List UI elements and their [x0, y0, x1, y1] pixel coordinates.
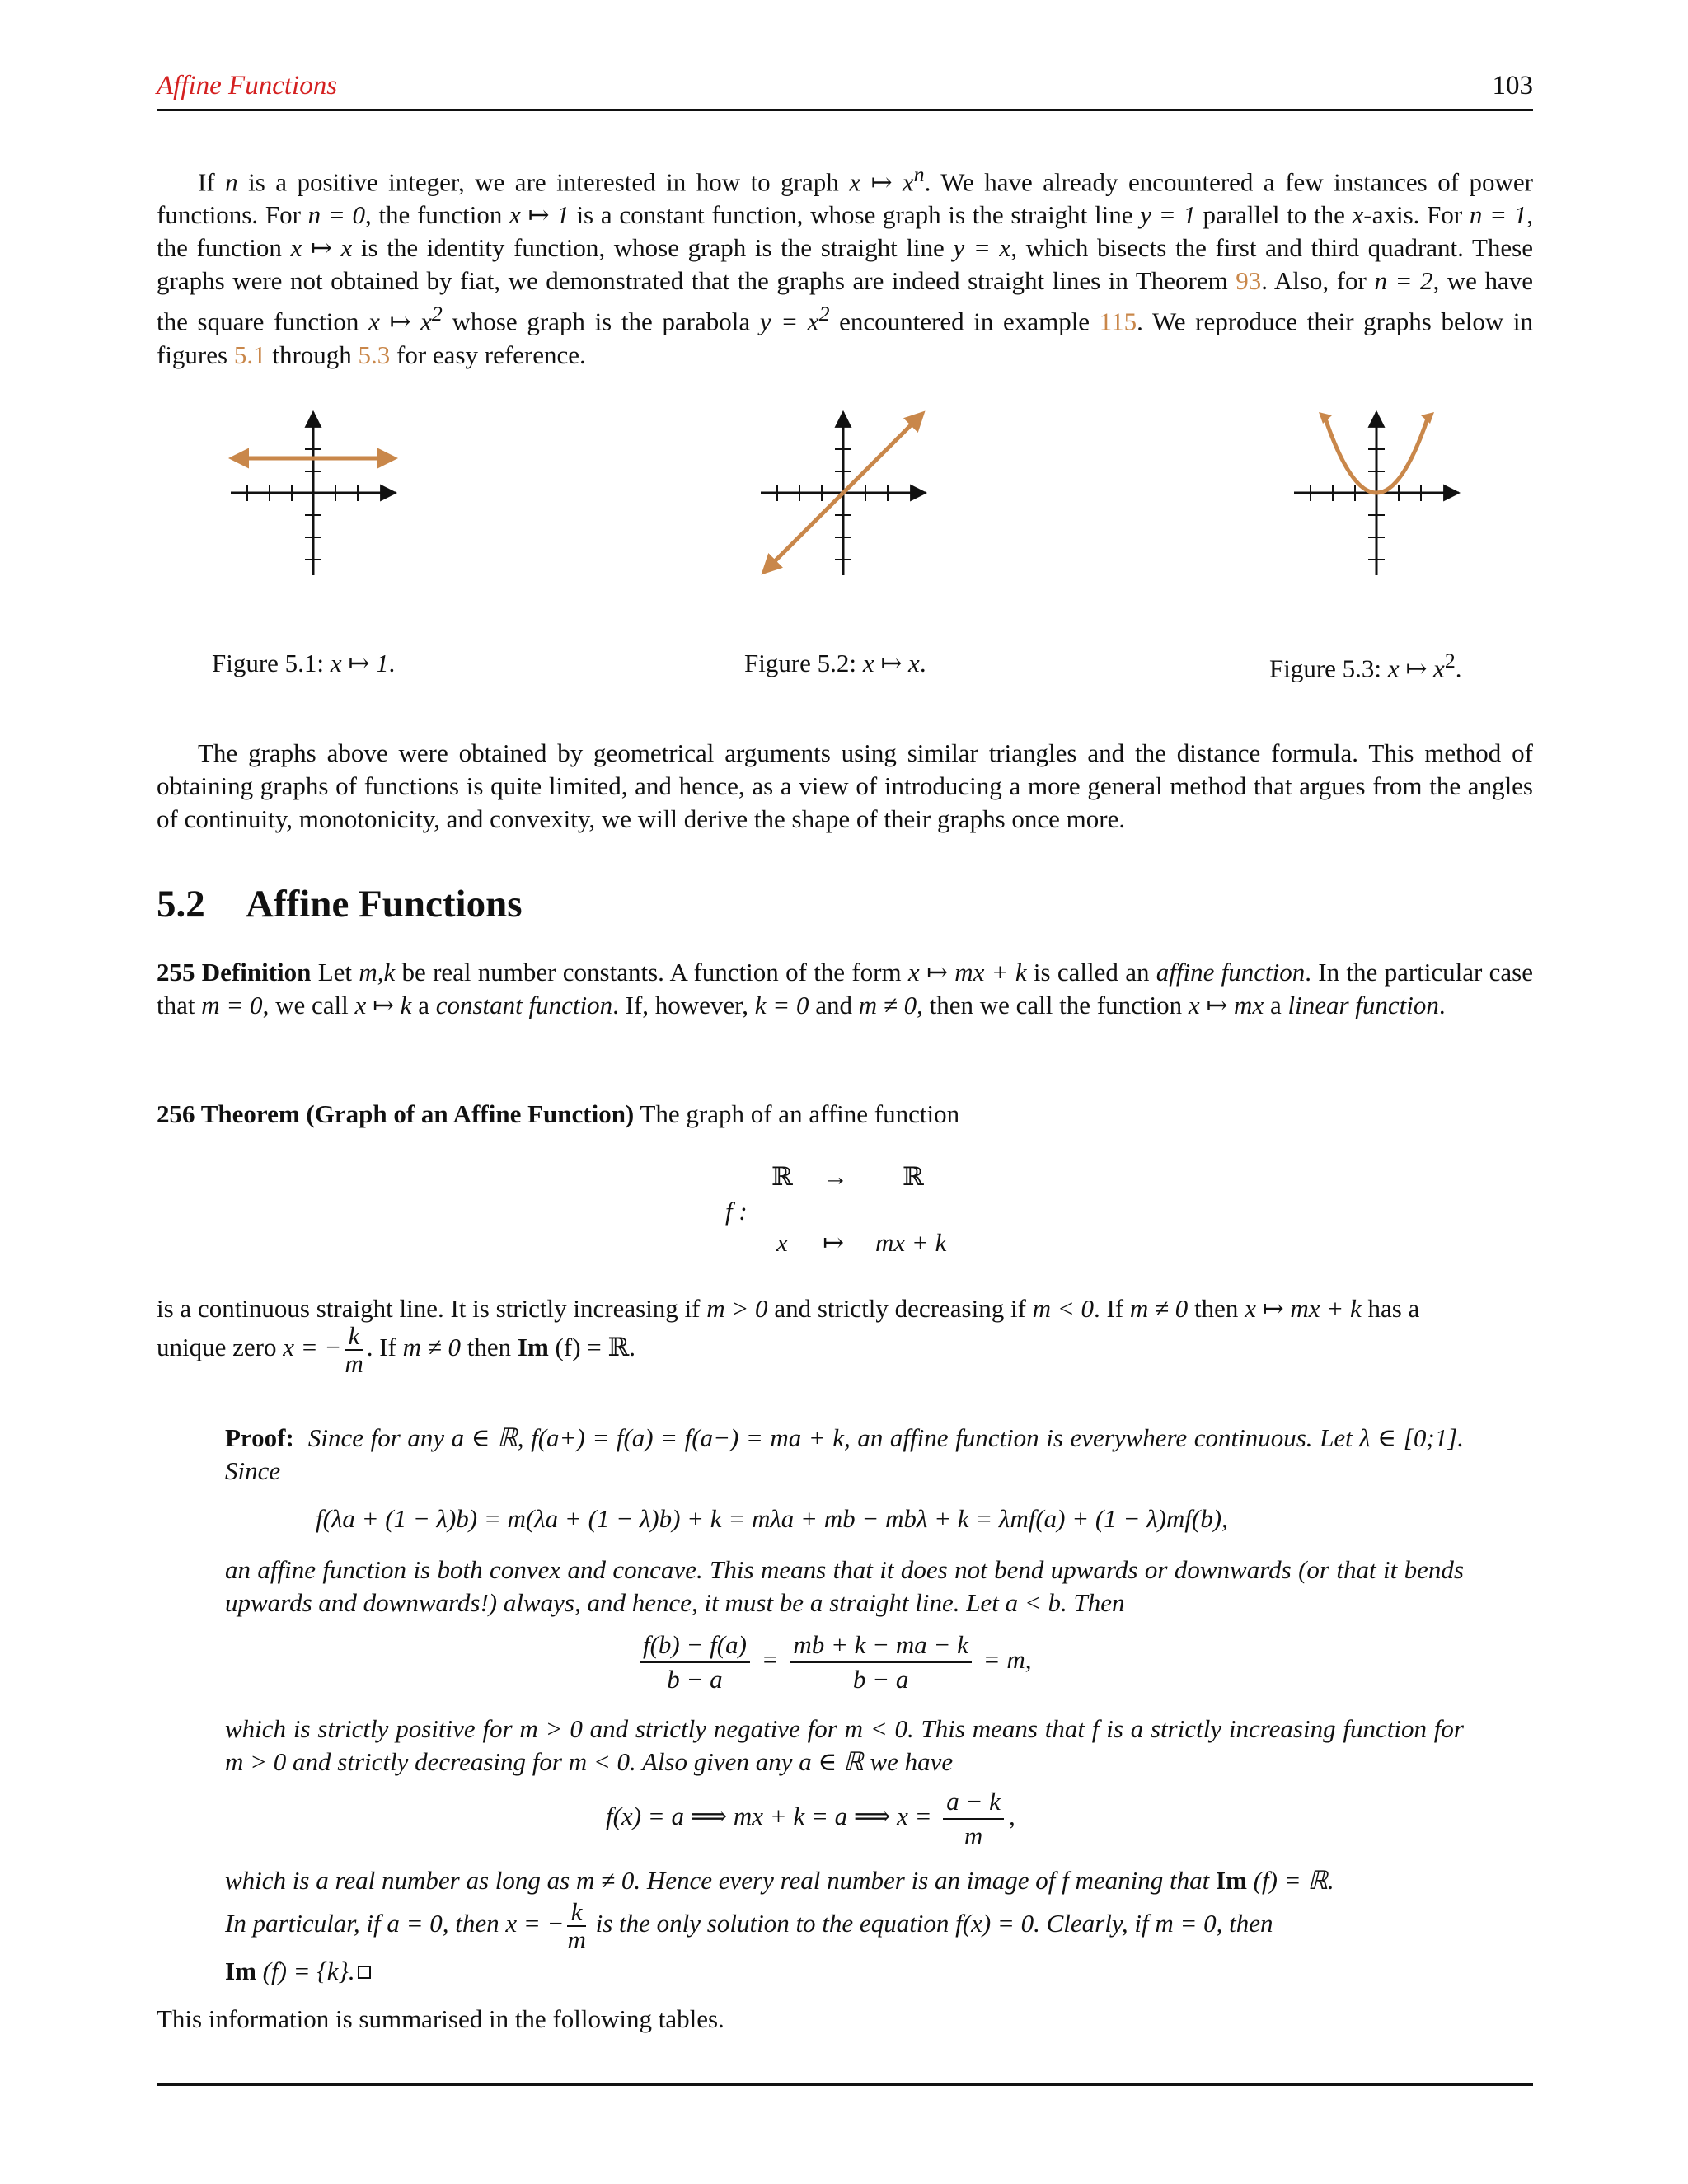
section-heading [157, 882, 523, 926]
figure-identity-graph [753, 404, 934, 585]
theorem-reference-link[interactable]: 93 [1236, 266, 1262, 296]
identity-line [843, 414, 922, 493]
page-number: 103 [1492, 71, 1533, 101]
closing-sentence: This information is summarised in the following tables. [157, 2004, 724, 2033]
figure-5-1-caption: Figure 5.1: x ↦ 1. [212, 649, 396, 677]
section-title: Affine Functions [246, 883, 523, 926]
figure-constant-graph [223, 404, 404, 585]
theorem-conclusion: is a continuous straight line. It is strictly increasing if m > 0 and strictly decreasing if m < 0. If m ≠ 0 then x ↦ mx + k has a [157, 1294, 1420, 1323]
theorem-zero: unique zero x = − $\frac{k}{m}$ . If m ≠ 0 then Im (f) = ℝ. [157, 1321, 636, 1378]
proof-paragraph-6: Im (f) = {k}. [225, 1955, 1464, 1988]
figure-parabola-graph [1286, 404, 1467, 585]
running-title: Affine Functions [157, 71, 338, 101]
definition-255: 255 Definition Let m,k be real number constants. A function of the form x ↦ mx + k is called an affine function. In the particular case that m = 0, we call x ↦ k a constant function. If, however, k = 0 and m ≠ 0, then we call the function x ↦ mx a linear function. [157, 958, 1533, 1019]
footer-rule [157, 2083, 1533, 2086]
figure-5-3-caption: Figure 5.3: x ↦ $x^2$. [1269, 649, 1462, 683]
figure-reference-link-a[interactable]: 5.1 [233, 340, 266, 369]
figure-reference-link-b[interactable]: 5.3 [358, 340, 391, 369]
section-number: 5.2 [157, 883, 205, 926]
proof-paragraph-2: an affine function is both convex and concave. This means that it does not bend upwards or downwards (or that it bends upwards and downwards!) always, and hence, it must be a straight line. Let a < b. Then [225, 1555, 1464, 1617]
proof-paragraph-4: which is a real number as long as m ≠ 0. Hence every real number is an image of f meaning that Im (f) = ℝ. [225, 1866, 1334, 1895]
proof-paragraph-5: In particular, if a = 0, then x = − $\frac{k}{m}$ is the only solution to the equation f(x) = 0. Clearly, if m = 0, then [225, 1897, 1273, 1954]
proof-equation-1: f(λa + (1 − λ)b) = m(λa + (1 − λ)b) + k = mλa + mb − mbλ + k = λmf(a) + (1 − λ)mf(b), [316, 1504, 1228, 1533]
proof-equation-2: $\frac{f(b) - f(a)}{b - a}$ = $\frac{mb + k - ma - k}{b - a}$ = m, [635, 1630, 1031, 1694]
proof-equation-3: f(x) = a ⟹ mx + k = a ⟹ x = $\frac{a - k}{m}$ , [606, 1787, 1015, 1850]
proof-paragraph-3: which is strictly positive for m > 0 and strictly negative for m < 0. This means that f is a strictly increasing function for m > 0 and strictly decreasing for m < 0. Also given any a ∈ ℝ we have [225, 1714, 1464, 1776]
figure-5-2-caption: Figure 5.2: x ↦ x. [744, 649, 926, 677]
proof-paragraph-1: Proof: Since for any a ∈ ℝ, f(a+) = f(a) = f(a−) = ma + k, an affine function is everywhere continuous. Let λ ∈ [0;1]. Since [225, 1423, 1464, 1485]
page-header [157, 68, 1533, 111]
qed-box-icon [358, 1966, 371, 1979]
function-mapping: f : ℝ → ℝ x ↦ mx + k [725, 1162, 947, 1257]
theorem-256: 256 Theorem (Graph of an Affine Function) The graph of an affine function [157, 1099, 960, 1128]
after-figures-paragraph: The graphs above were obtained by geometrical arguments using similar triangles and the distance formula. This method of obtaining graphs of functions is quite limited, and hence, as a view of introducing a more general method that argues from the angles of continuity, monotonicity, and convexity, we will derive the shape of their graphs once more. [157, 738, 1533, 833]
example-reference-link[interactable]: 115 [1099, 307, 1137, 336]
intro-paragraph: If n is a positive integer, we are interested in how to graph x ↦ $x^n$. We have already encountered a few instances of power functions. For n = 0, the function x ↦ 1 is a constant function, whose graph is the straight line y = 1 parallel to the x-axis. For n = 1, the function x ↦ x is the identity function, whose graph is the straight line y = x, which bisects the first and third quadrant. These graphs were not obtained by fiat, we demonstrated that the graphs are indeed straight lines in Theorem 93. Also, for n = 2, we have the square function x ↦ $x^2$ whose graph is the parabola $y = x^2$ encountered in example 115. We reproduce their graphs below in figures 5.1 through 5.3 for easy reference. [157, 162, 1534, 369]
